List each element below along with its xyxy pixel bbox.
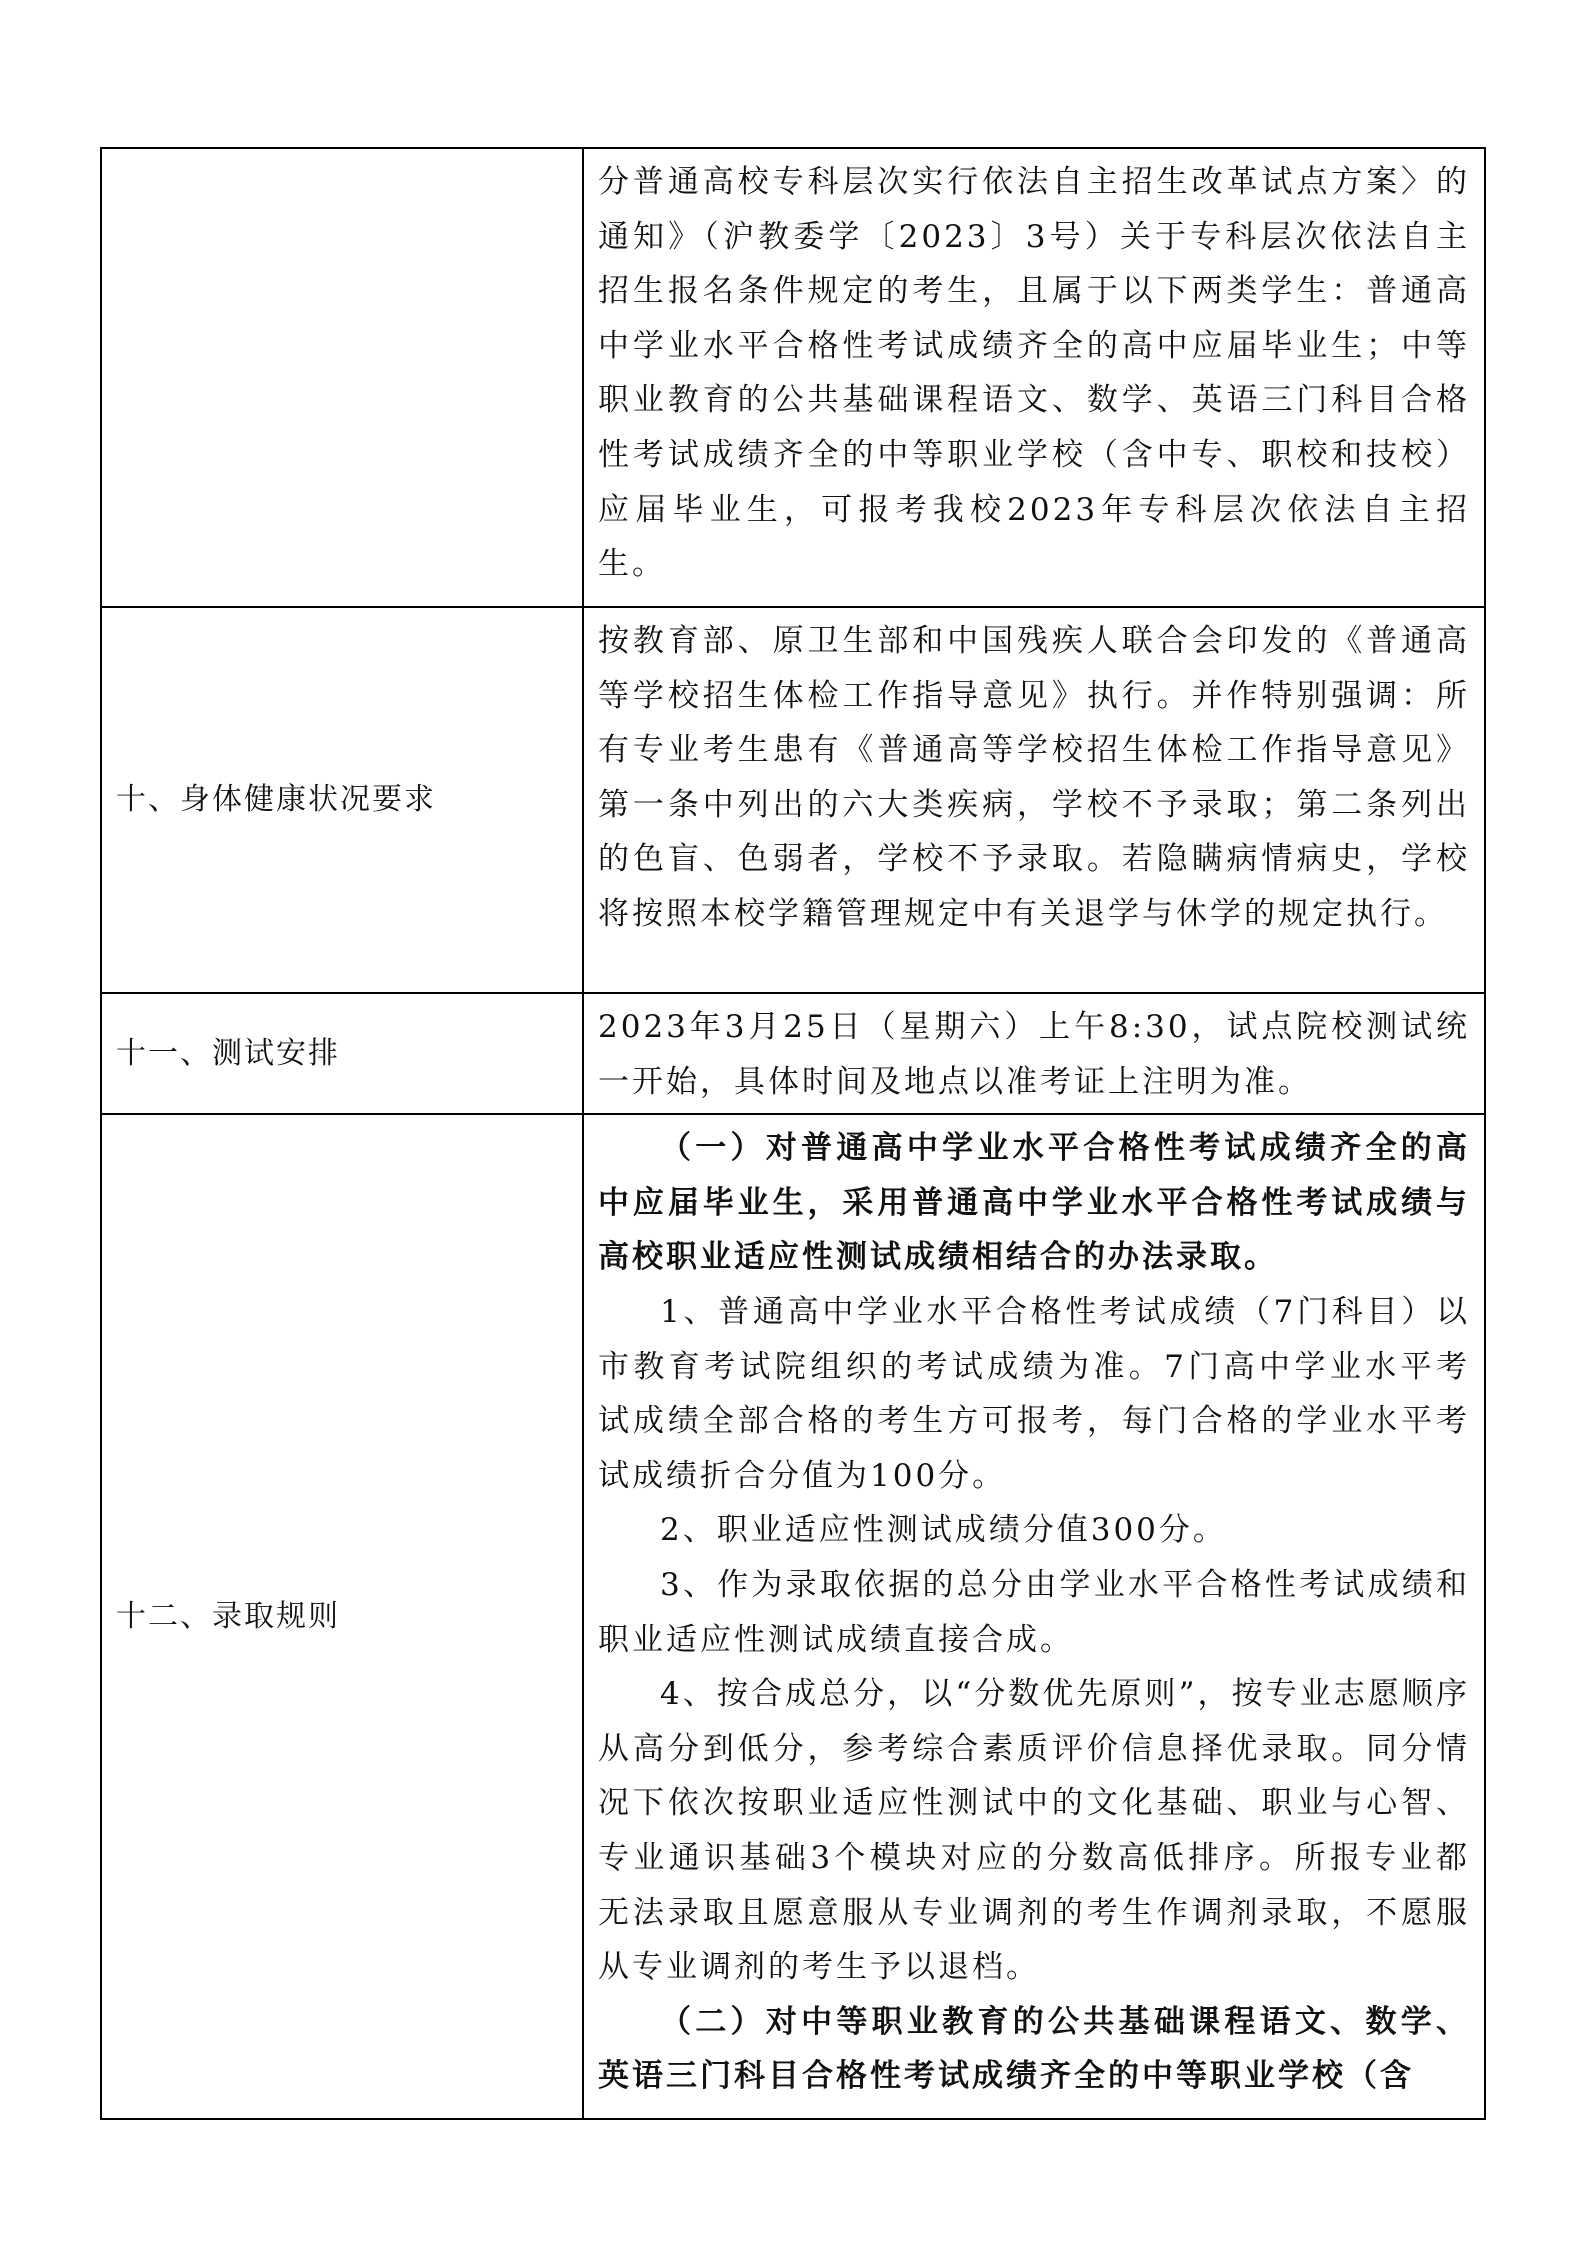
row-label-cell-test <box>101 993 583 1114</box>
table-row-eligibility-continued <box>101 148 1485 607</box>
row-content-eligibility <box>583 148 1485 607</box>
table-row-admission-rules <box>101 1114 1485 2119</box>
row-label-empty <box>101 148 583 607</box>
row-label-cell-admission <box>101 1114 583 2119</box>
paragraph-admission-rule-1: 1、普通高中学业水平合格性考试成绩（7门科目）以市教育考试院组织的考试成绩为准。7门高中学业水平考试成绩全部合格的考生方可报考，每门合格的学业水平考试成绩折合分值为100分。 <box>598 1293 1470 1494</box>
paragraph-admission-heading-1: （一）对普通高中学业水平合格性考试成绩齐全的高中应届毕业生，采用普通高中学业水平合格性考试成绩与高校职业适应性测试成绩相结合的办法录取。 <box>598 1130 1470 1276</box>
row-content-admission <box>583 1114 1485 2119</box>
paragraph-admission-heading-2: （二）对中等职业教育的公共基础课程语文、数学、英语三门科目合格性考试成绩齐全的中等职业学校（含 <box>598 2003 1470 2095</box>
row-label-cell-health <box>101 607 583 993</box>
paragraph-admission-rule-4: 4、按合成总分，以“分数优先原则”，按专业志愿顺序从高分到低分，参考综合素质评价信息择优录取。同分情况下依次按职业适应性测试中的文化基础、职业与心智、专业通识基础3个模块对应的分数高低排序。所报专业都无法录取且愿意服从专业调剂的考生作调剂录取，不愿服从专业调剂的考生予以退档。 <box>598 1676 1470 1986</box>
table-row-health-requirements <box>101 607 1485 993</box>
row-label-admission: 十二、录取规则 <box>116 1598 340 1634</box>
paragraph-admission-rule-3: 3、作为录取依据的总分由学业水平合格性考试成绩和职业适应性测试成绩直接合成。 <box>598 1566 1470 1658</box>
row-label-test: 十一、测试安排 <box>116 1035 340 1071</box>
admission-info-table <box>100 147 1486 2120</box>
paragraph-test: 2023年3月25日（星期六）上午8:30，试点院校测试统一开始，具体时间及地点以准考证上注明为准。 <box>598 1009 1470 1100</box>
row-content-test <box>583 993 1485 1114</box>
row-label-health: 十、身体健康状况要求 <box>116 782 436 817</box>
paragraph-health: 按教育部、原卫生部和中国残疾人联合会印发的《普通高等学校招生体检工作指导意见》执行。并作特别强调：所有专业考生患有《普通高等学校招生体检工作指导意见》第一条中列出的六大类疾病，学校不予录取；第二条列出的色盲、色弱者，学校不予录取。若隐瞒病情病史，学校将按照本校学籍管理规定中有关退学与休学的规定执行。 <box>598 623 1470 932</box>
row-content-health <box>583 607 1485 993</box>
paragraph-admission-rule-2: 2、职业适应性测试成绩分值300分。 <box>660 1512 1227 1549</box>
table-row-test-arrangement <box>101 993 1485 1114</box>
paragraph-eligibility: 分普通高校专科层次实行依法自主招生改革试点方案〉的通知》（沪教委学〔2023〕3号）关于专科层次依法自主招生报名条件规定的考生，且属于以下两类学生：普通高中学业水平合格性考试成绩齐全的高中应届毕业生；中等职业教育的公共基础课程语文、数学、英语三门科目合格性考试成绩齐全的中等职业学校（含中专、职校和技校）应届毕业生，可报考我校2023年专科层次依法自主招生。 <box>598 164 1470 583</box>
